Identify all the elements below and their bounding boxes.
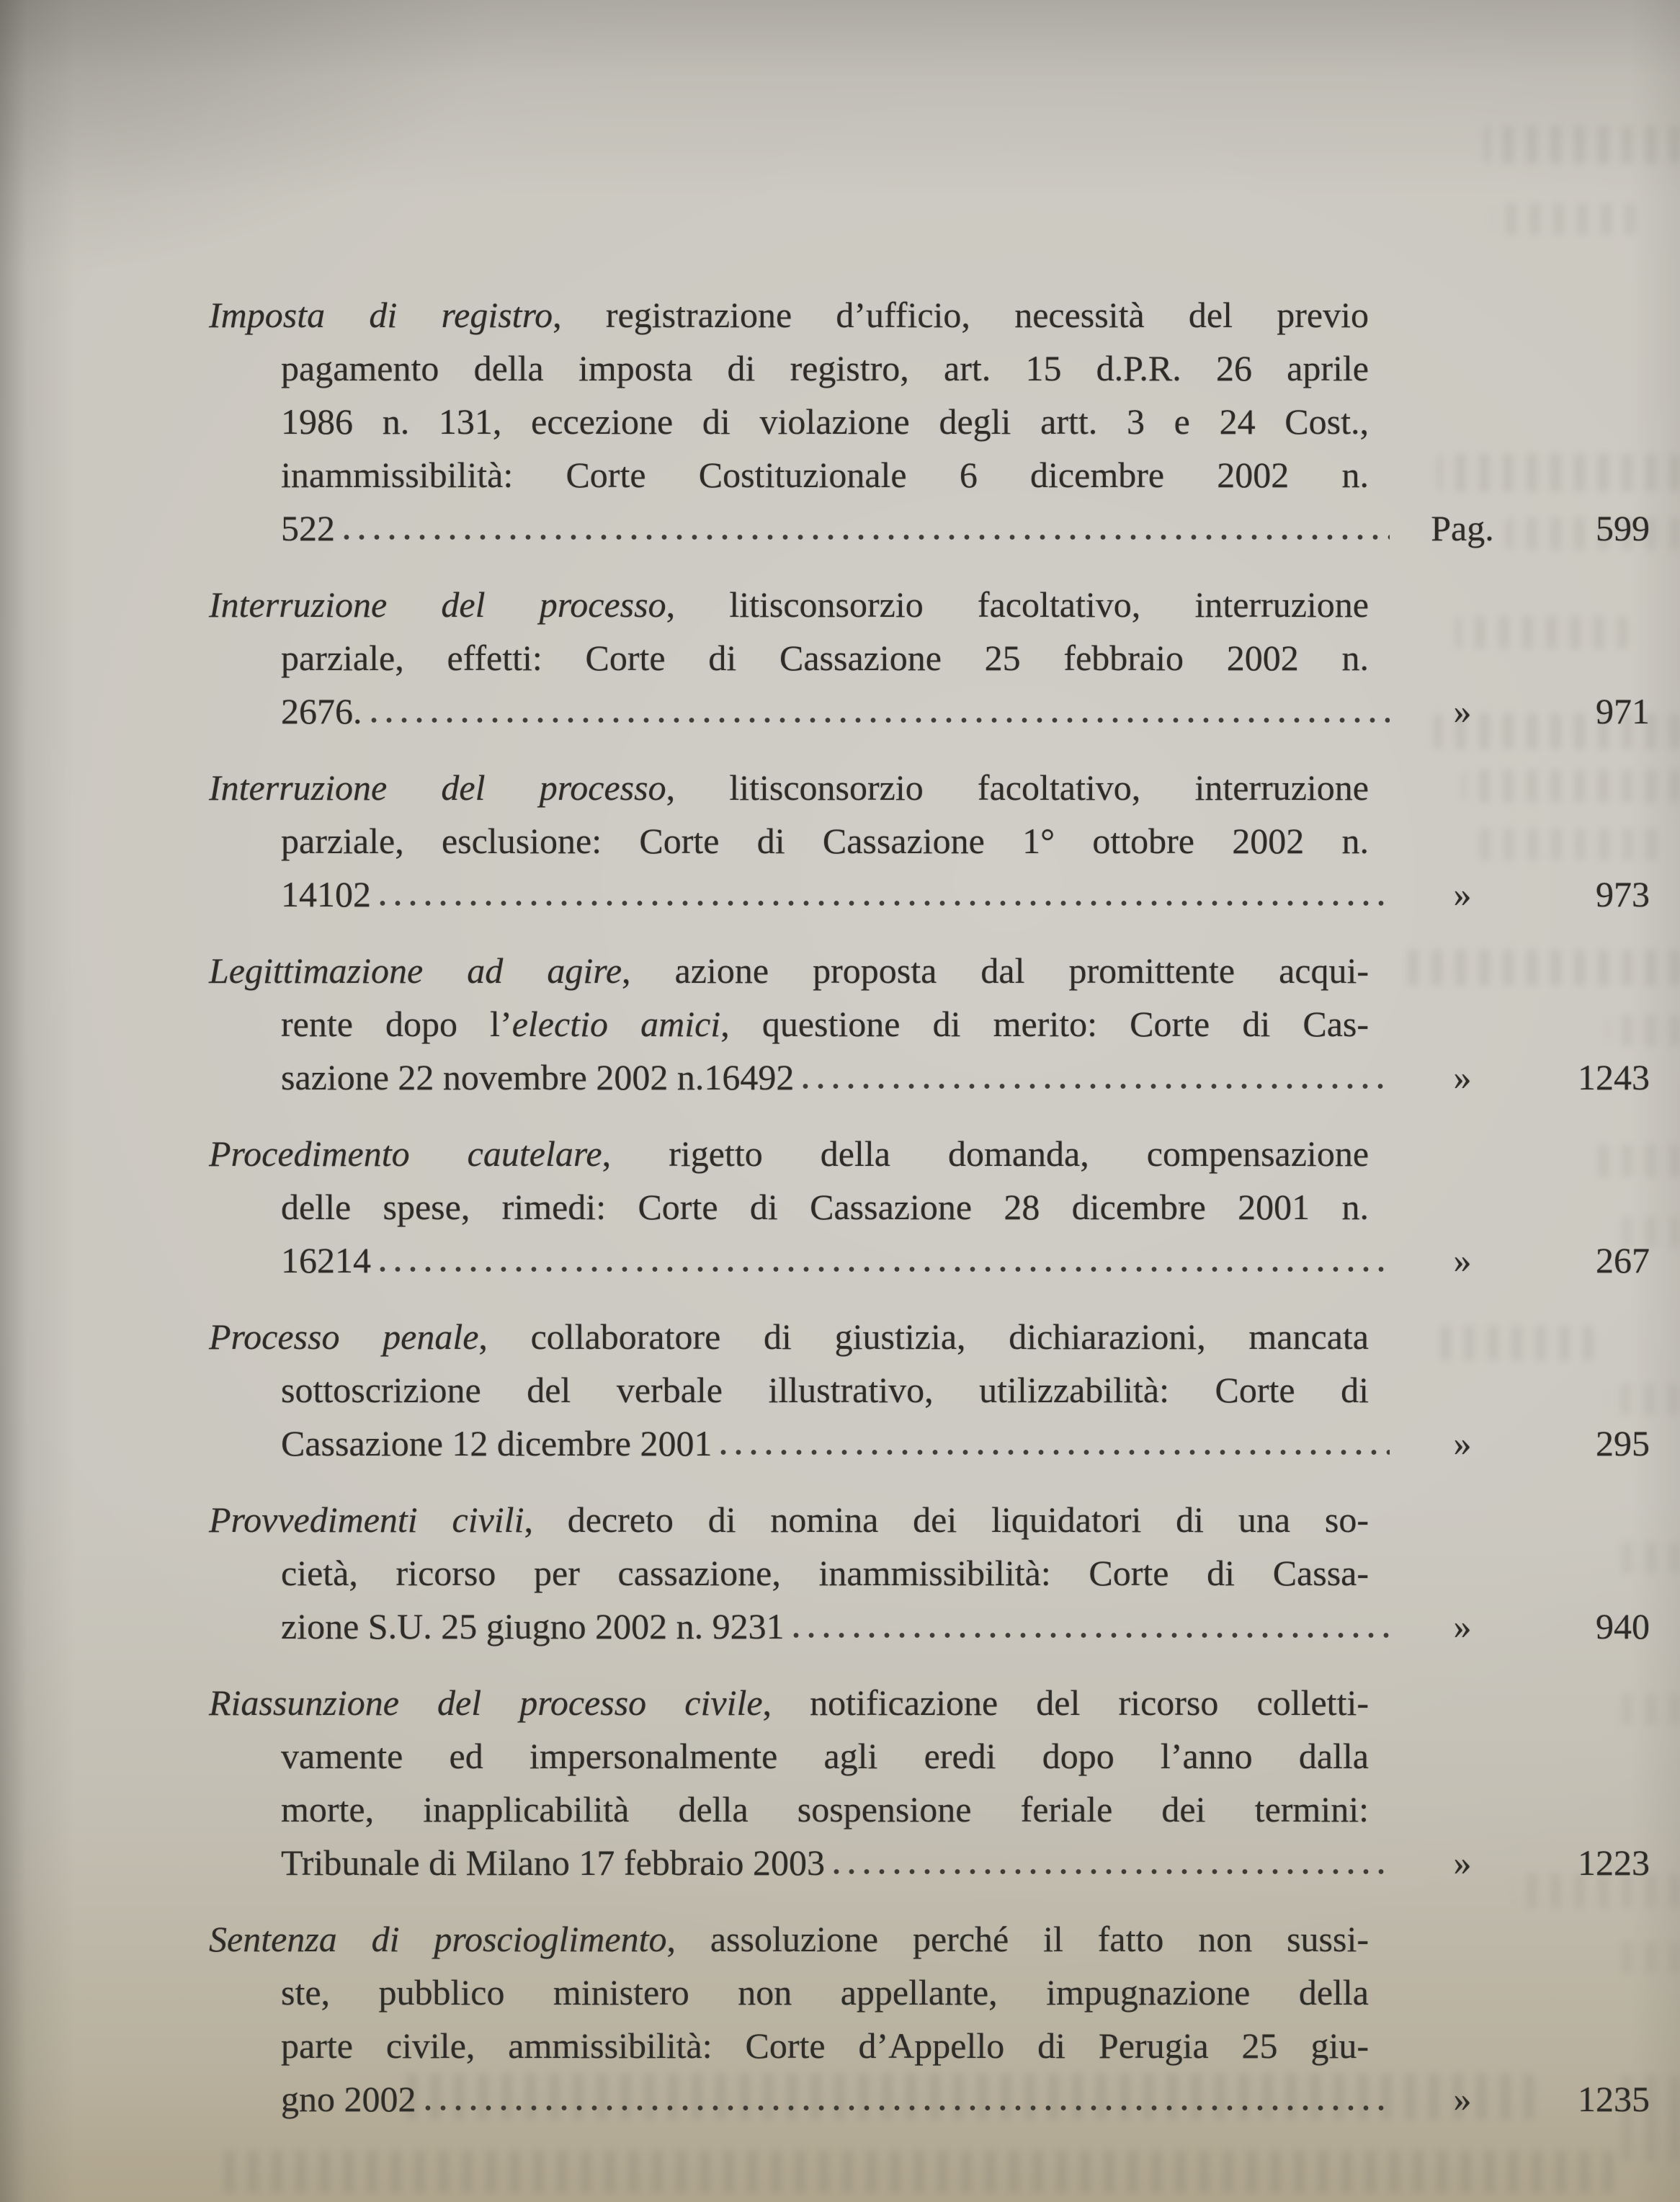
entry-text: inammissibilità: Corte Costituzionale 6 dicembre 2002 n. bbox=[281, 455, 1369, 495]
entry-line bbox=[209, 288, 1369, 342]
page-number: 599 bbox=[1596, 508, 1650, 548]
entry-text: , rigetto della domanda, compensazione bbox=[602, 1133, 1370, 1174]
bleedthrough-ghost bbox=[1484, 126, 1680, 164]
entry-text: 522 bbox=[281, 508, 335, 548]
leader-line bbox=[209, 1836, 1650, 1889]
entry-line bbox=[209, 1729, 1369, 1783]
entry-line bbox=[209, 1546, 1369, 1600]
entry-lead-italic: Sentenza di proscioglimento bbox=[209, 1919, 667, 1959]
entry-lead-italic: Interruzione del processo bbox=[209, 767, 666, 808]
entry-lead-italic: Riassunzione del processo civile bbox=[209, 1682, 763, 1723]
entry-text: Cassazione 12 dicembre 2001 bbox=[281, 1423, 712, 1463]
bleedthrough-ghost bbox=[1585, 1144, 1680, 1177]
leader-dots bbox=[371, 717, 1390, 723]
entry-text: , litisconsorzio facoltativo, interruzione bbox=[666, 584, 1369, 625]
leader-line bbox=[209, 1600, 1650, 1653]
entry-lead-italic: Provvedimenti civili bbox=[209, 1499, 524, 1540]
entry-line bbox=[209, 1783, 1369, 1836]
index-entry bbox=[209, 761, 1650, 921]
entry-text: parziale, effetti: Corte di Cassazione 25 febbraio 2002 n. bbox=[281, 638, 1369, 678]
bleedthrough-ghost bbox=[1614, 1542, 1680, 1574]
entry-text: zione S.U. 25 giugno 2002 n. 9231 bbox=[281, 1606, 785, 1646]
ref-label: » bbox=[1453, 2079, 1472, 2119]
page-number: 1243 bbox=[1578, 1057, 1650, 1097]
entry-text: , assoluzione perché il fatto non sussi- bbox=[666, 1919, 1369, 1959]
index-entry bbox=[209, 1310, 1650, 1470]
entry-line bbox=[209, 814, 1369, 868]
leader-dots bbox=[380, 1266, 1390, 1272]
entry-lead-italic: Processo penale bbox=[209, 1316, 479, 1357]
index-entry bbox=[209, 1493, 1650, 1653]
text-block bbox=[209, 288, 1650, 2126]
leader-dots bbox=[803, 1083, 1390, 1089]
leader-line bbox=[209, 502, 1650, 555]
entry-line bbox=[209, 1493, 1369, 1546]
entry-text: parte civile, ammissibilità: Corte d’Appello di Perugia 25 giu- bbox=[281, 2025, 1369, 2066]
entry-line bbox=[209, 1127, 1369, 1180]
bleedthrough-ghost bbox=[1614, 1693, 1680, 1725]
leader-dots bbox=[344, 534, 1390, 540]
ref-label: » bbox=[1453, 1423, 1472, 1463]
ref-label: » bbox=[1453, 874, 1472, 914]
page-number: 940 bbox=[1596, 1606, 1650, 1646]
entry-lead-italic: Interruzione del processo bbox=[209, 584, 666, 625]
page-number: 1235 bbox=[1578, 2079, 1650, 2119]
entry-text: 2676. bbox=[281, 691, 362, 731]
entry-line bbox=[209, 1676, 1369, 1729]
page-number: 973 bbox=[1596, 874, 1650, 914]
entry-text: rente dopo l’ bbox=[281, 1004, 512, 1044]
index-entry bbox=[209, 288, 1650, 555]
entry-lead-italic: electio amici bbox=[511, 1004, 721, 1044]
ref-label: » bbox=[1453, 1842, 1472, 1883]
entry-line bbox=[209, 2019, 1369, 2072]
entry-text: , litisconsorzio facoltativo, interruzione bbox=[666, 767, 1369, 808]
ref-label: » bbox=[1453, 691, 1472, 731]
entry-line bbox=[209, 342, 1369, 395]
entry-text: cietà, ricorso per cassazione, inammissibilità: Corte di Cassa- bbox=[281, 1553, 1369, 1593]
entry-text: , collaboratore di giustizia, dichiarazioni, mancata bbox=[478, 1316, 1369, 1357]
entry-line bbox=[209, 578, 1369, 631]
leader-dots bbox=[720, 1449, 1390, 1456]
ref-label: » bbox=[1453, 1057, 1472, 1097]
bleedthrough-ghost bbox=[1607, 1015, 1680, 1046]
page-number: 971 bbox=[1596, 691, 1650, 731]
entry-text: , questione di merito: Corte di Cas- bbox=[720, 1004, 1369, 1044]
leader-dots bbox=[425, 2105, 1390, 2111]
entry-line bbox=[209, 1310, 1369, 1363]
entry-line bbox=[209, 1180, 1369, 1234]
entry-text: vamente ed impersonalmente agli eredi dopo l’anno dalla bbox=[281, 1736, 1369, 1776]
bleedthrough-ghost bbox=[1607, 1383, 1679, 1415]
entry-lead-italic: Procedimento cautelare bbox=[209, 1133, 602, 1174]
leader-line bbox=[209, 2072, 1650, 2126]
entry-text: 16214 bbox=[281, 1240, 371, 1280]
entry-line bbox=[209, 448, 1369, 502]
page-number: 1223 bbox=[1578, 1842, 1650, 1883]
entry-text: gno 2002 bbox=[281, 2079, 416, 2119]
entry-line bbox=[209, 997, 1369, 1051]
bleedthrough-ghost bbox=[1610, 1942, 1680, 1974]
entry-text: parziale, esclusione: Corte di Cassazione 1° ottobre 2002 n. bbox=[281, 821, 1369, 861]
entry-line bbox=[209, 631, 1369, 685]
leader-line bbox=[209, 1234, 1650, 1287]
leader-line bbox=[209, 868, 1650, 921]
entry-line bbox=[209, 395, 1369, 448]
page-number: 295 bbox=[1596, 1423, 1650, 1463]
index-entry bbox=[209, 1912, 1650, 2126]
entry-text: , registrazione d’ufficio, necessità del previo bbox=[553, 295, 1370, 335]
bleedthrough-ghost bbox=[216, 2151, 1614, 2193]
page-number: 267 bbox=[1596, 1240, 1650, 1280]
entry-line bbox=[209, 761, 1369, 814]
entry-text: sazione 22 novembre 2002 n.16492 bbox=[281, 1057, 795, 1097]
entry-text: 1986 n. 131, eccezione di violazione degli artt. 3 e 24 Cost., bbox=[281, 401, 1369, 442]
leader-line bbox=[209, 685, 1650, 738]
entry-text: Tribunale di Milano 17 febbraio 2003 bbox=[281, 1842, 826, 1883]
entry-text: , notificazione del ricorso colletti- bbox=[762, 1682, 1369, 1723]
entry-lead-italic: Imposta di registro bbox=[209, 295, 553, 335]
entry-text: delle spese, rimedi: Corte di Cassazione 28 dicembre 2001 n. bbox=[281, 1187, 1369, 1227]
index-entry bbox=[209, 578, 1650, 738]
entry-line bbox=[209, 1966, 1369, 2019]
entry-text: pagamento della imposta di registro, art. 15 d.P.R. 26 aprile bbox=[281, 348, 1369, 388]
entry-text: ste, pubblico ministero non appellante, impugnazione della bbox=[281, 1972, 1369, 2012]
entry-text: morte, inapplicabilità della sospensione feriale dei termini: bbox=[281, 1789, 1369, 1829]
index-entry bbox=[209, 1676, 1650, 1889]
entry-lead-italic: Legittimazione ad agire bbox=[209, 950, 622, 991]
leader-dots bbox=[793, 1632, 1390, 1639]
ref-label: » bbox=[1453, 1606, 1472, 1646]
entry-text: , azione proposta dal promittente acqui- bbox=[622, 950, 1369, 991]
index-entry bbox=[209, 1127, 1650, 1287]
entry-line bbox=[209, 1363, 1369, 1417]
entry-line bbox=[209, 1912, 1369, 1966]
bleedthrough-ghost bbox=[1491, 203, 1635, 235]
ref-label: » bbox=[1453, 1240, 1472, 1280]
entry-text: 14102 bbox=[281, 874, 371, 914]
entry-text: sottoscrizione del verbale illustrativo, utilizzabilità: Corte di bbox=[281, 1370, 1369, 1410]
entry-text: , decreto di nomina dei liquidatori di una so- bbox=[524, 1499, 1369, 1540]
ref-label: Pag. bbox=[1431, 508, 1494, 548]
leader-line bbox=[209, 1417, 1650, 1470]
leader-line bbox=[209, 1051, 1650, 1104]
leader-dots bbox=[834, 1868, 1390, 1875]
leader-dots bbox=[380, 900, 1390, 906]
entry-line bbox=[209, 944, 1369, 997]
index-entry bbox=[209, 944, 1650, 1104]
